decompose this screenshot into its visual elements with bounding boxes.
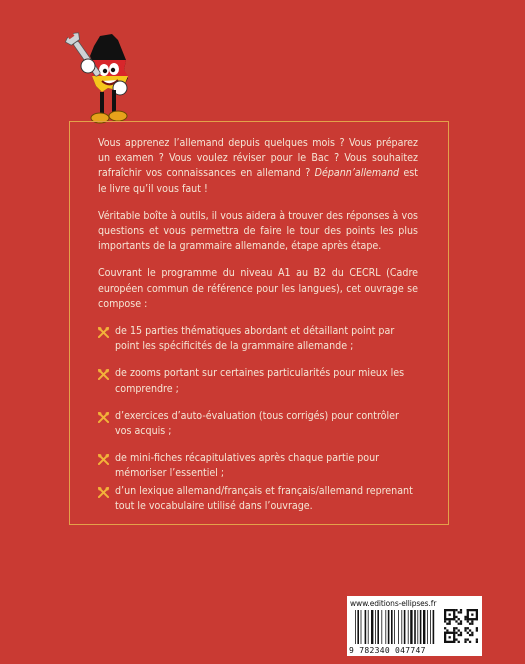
barcode-label <box>347 596 482 656</box>
isbn-number: 9 782340 047747 <box>349 646 426 655</box>
wrench-mascot-icon <box>62 30 148 130</box>
book-title: Dépann’allemand <box>314 167 400 180</box>
tools-bullet-icon <box>98 327 109 338</box>
back-cover-text <box>98 136 418 526</box>
tools-bullet-icon <box>98 369 109 380</box>
list-item: de mini-fiches récapitulatives après chaque partie pour mémoriser l’essentiel ; <box>98 451 418 481</box>
publisher-url: www.editions-ellipses.fr <box>350 599 437 608</box>
tools-bullet-icon <box>98 412 109 423</box>
barcode-icon <box>353 610 441 646</box>
list-item: d’un lexique allemand/français et français/allemand reprenant tout le vocabulaire utilisé dans l’ouvrage. <box>98 484 418 514</box>
qr-code-icon <box>444 599 478 653</box>
intro-paragraph: Vous apprenez l’allemand depuis quelques mois ? Vous préparez un examen ? Vous voulez réviser pour le Bac ? Vous souhaitez rafraîchir vos connaissances en allemand ? Dépann’allemand est le livre qu’il vous faut ! <box>98 137 418 195</box>
list-item: d’exercices d’auto-évaluation (tous corrigés) pour contrôler vos acquis ; <box>98 409 418 439</box>
toolbox-paragraph: Véritable boîte à outils, il vous aidera à trouver des réponses à vos questions et vous permettra de faire le tour des points les plus importants de la grammaire allemande, étape après étape. <box>98 209 418 253</box>
tools-bullet-icon <box>98 454 109 465</box>
contents-list <box>98 324 418 514</box>
list-item: de zooms portant sur certaines particularités pour mieux les comprendre ; <box>98 366 418 396</box>
list-item: de 15 parties thématiques abordant et détaillant point par point les spécificités de la grammaire allemande ; <box>98 324 418 354</box>
tools-bullet-icon <box>98 487 109 498</box>
program-paragraph: Couvrant le programme du niveau A1 au B2 du CECRL (Cadre européen commun de référence pour les langues), cet ouvrage se compose : <box>98 267 418 310</box>
